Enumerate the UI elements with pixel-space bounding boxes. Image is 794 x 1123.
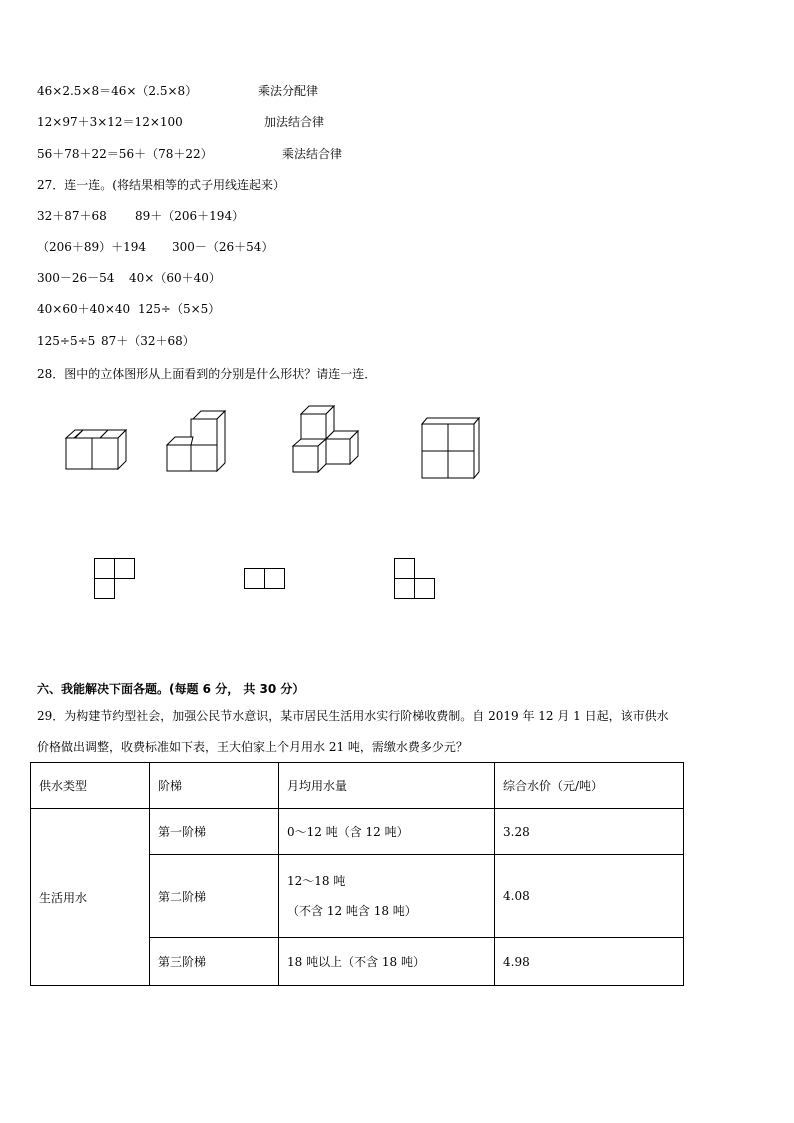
q27-right-1: 89＋（206＋194） bbox=[135, 209, 245, 223]
q26-expr-2: 12×97＋3×12＝12×100 bbox=[37, 115, 183, 129]
q26-law-3: 乘法结合律 bbox=[282, 147, 343, 161]
q29-line-1: 29．为构建节约型社会，加强公民节水意识，某市居民生活用水实行阶梯收费制。自 2019 年 12 月 1 日起，该市供水 bbox=[37, 709, 669, 723]
cube-figure-1 bbox=[60, 424, 128, 470]
top-view-shape-3 bbox=[393, 557, 437, 601]
cell-usage-2-line-2: （不含 12 吨含 18 吨） bbox=[287, 904, 417, 918]
q27-right-2: 300－（26＋54） bbox=[172, 240, 274, 254]
cube-figure-4 bbox=[419, 416, 483, 480]
cube-figure-2 bbox=[163, 410, 229, 472]
q29-line-2: 价格做出调整，收费标准如下表，王大伯家上个月用水 21 吨，需缴水费多少元？ bbox=[37, 740, 468, 754]
header-tier: 阶梯 bbox=[150, 763, 279, 809]
q28-title: 28．图中的立体图形从上面看到的分别是什么形状？请连一连． bbox=[37, 367, 377, 381]
q27-right-5: 87＋（32＋68） bbox=[101, 334, 195, 348]
cell-usage-1: 0～12 吨（含 12 吨） bbox=[279, 809, 495, 855]
table-header-row bbox=[31, 763, 684, 809]
q26-expr-3: 56＋78＋22＝56＋（78＋22） bbox=[37, 147, 213, 161]
q26-law-1: 乘法分配律 bbox=[258, 84, 319, 98]
cell-tier-1: 第一阶梯 bbox=[150, 809, 279, 855]
q26-law-2: 加法结合律 bbox=[264, 115, 325, 129]
q27-title: 27．连一连。(将结果相等的式子用线连起来） bbox=[37, 178, 285, 192]
cell-tier-2: 第二阶梯 bbox=[150, 855, 279, 938]
table-row bbox=[31, 809, 684, 855]
cell-price-1: 3.28 bbox=[495, 809, 684, 855]
q27-right-3: 40×（60＋40） bbox=[129, 271, 221, 285]
cube-figure-3 bbox=[290, 404, 362, 476]
header-price: 综合水价（元/吨） bbox=[495, 763, 684, 809]
cell-usage-2 bbox=[279, 855, 495, 938]
water-price-table bbox=[30, 762, 684, 986]
cell-usage-3: 18 吨以上（不含 18 吨） bbox=[279, 938, 495, 986]
q27-right-4: 125÷（5×5） bbox=[138, 302, 221, 316]
q27-left-4: 40×60＋40×40 bbox=[37, 302, 131, 316]
q27-left-1: 32＋87＋68 bbox=[37, 209, 107, 223]
section-6-title: 六、我能解决下面各题。(每题 6 分， 共 30 分） bbox=[37, 682, 305, 696]
q27-left-3: 300－26－54 bbox=[37, 271, 115, 285]
cell-price-2: 4.08 bbox=[495, 855, 684, 938]
cell-supply-type: 生活用水 bbox=[31, 809, 150, 986]
header-monthly-usage: 月均用水量 bbox=[279, 763, 495, 809]
q26-expr-1: 46×2.5×8＝46×（2.5×8） bbox=[37, 84, 198, 98]
cell-tier-3: 第三阶梯 bbox=[150, 938, 279, 986]
top-view-shape-2 bbox=[243, 567, 287, 591]
header-supply-type: 供水类型 bbox=[31, 763, 150, 809]
top-view-shape-1 bbox=[93, 557, 137, 601]
q27-left-2: （206＋89）＋194 bbox=[37, 240, 147, 254]
cell-price-3: 4.98 bbox=[495, 938, 684, 986]
cell-usage-2-line-1: 12～18 吨 bbox=[287, 874, 346, 888]
q27-left-5: 125÷5÷5 bbox=[37, 334, 96, 348]
